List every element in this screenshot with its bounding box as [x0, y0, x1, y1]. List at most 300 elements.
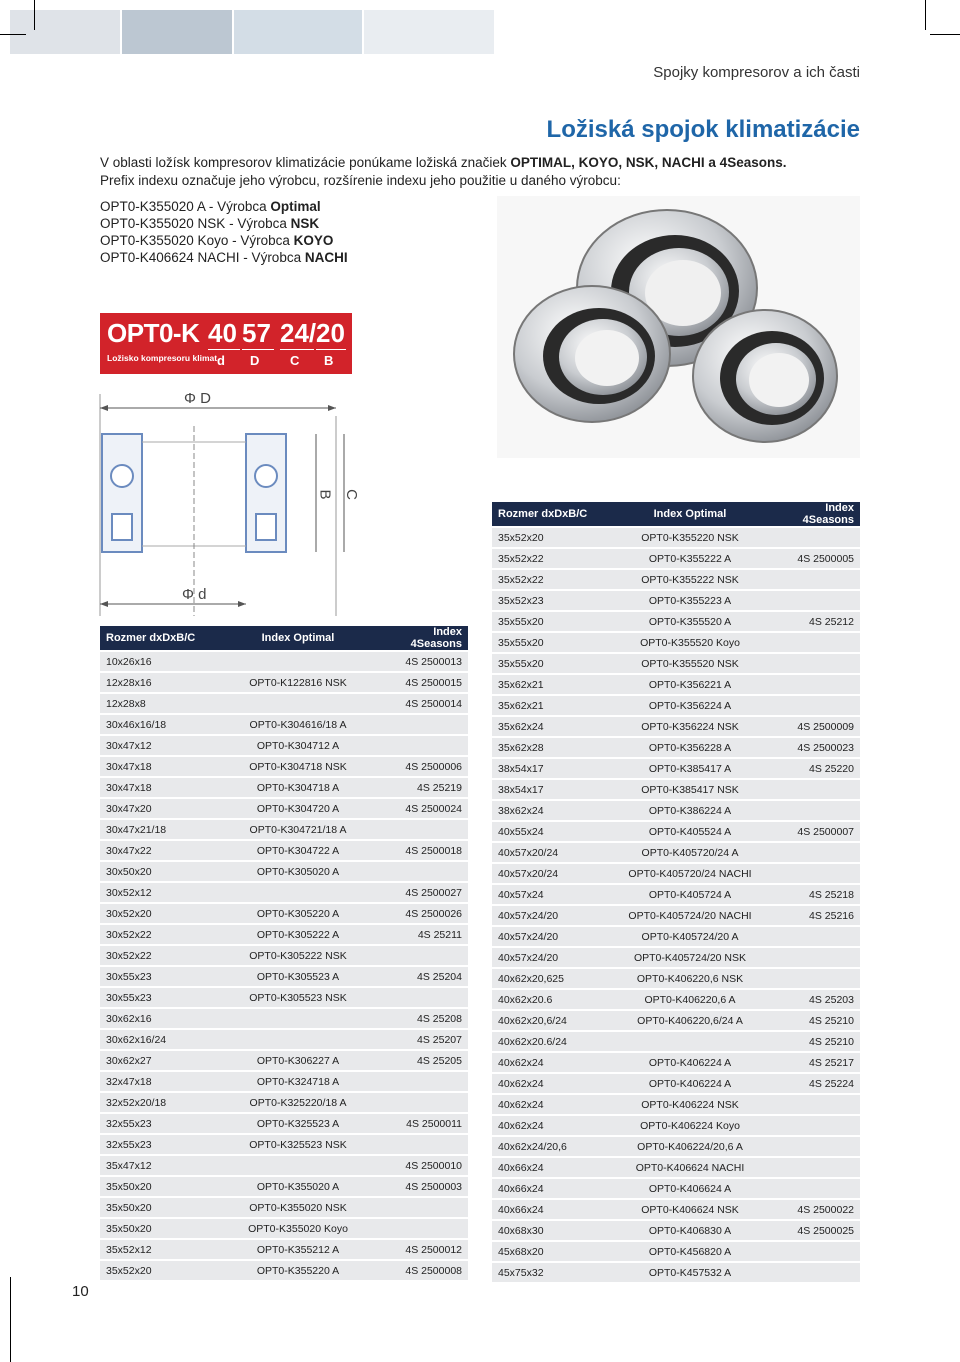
cell-index-4seasons [766, 1095, 860, 1114]
table-row [100, 652, 468, 671]
table-row [492, 1158, 860, 1177]
table-row [492, 1242, 860, 1261]
cell-index-4seasons: 4S 2500024 [374, 799, 468, 818]
table-row [492, 1200, 860, 1219]
cell-size: 40x55x24 [492, 822, 614, 841]
table-row [100, 1177, 468, 1196]
cell-index-4seasons [374, 715, 468, 734]
cell-index-optimal: OPT0-K355020 NSK [222, 1198, 374, 1217]
cell-index-optimal: OPT0-K356228 A [614, 738, 766, 757]
cell-index-optimal: OPT0-K355520 Koyo [614, 633, 766, 652]
table-row [100, 1009, 468, 1028]
crop-mark [0, 34, 26, 35]
cell-index-4seasons [766, 780, 860, 799]
cell-index-optimal: OPT0-K304722 A [222, 841, 374, 860]
cell-index-optimal: OPT0-K305523 A [222, 967, 374, 986]
cell-index-4seasons: 4S 2500013 [374, 652, 468, 671]
label-outer-diameter: Φ D [184, 390, 211, 407]
table-row [492, 528, 860, 547]
table-row [492, 570, 860, 589]
cell-size: 35x62x21 [492, 696, 614, 715]
cell-index-optimal: OPT0-K406224 A [614, 1053, 766, 1072]
cell-index-optimal: OPT0-K325523 NSK [222, 1135, 374, 1154]
cell-index-optimal [222, 883, 374, 902]
cell-size: 35x50x20 [100, 1177, 222, 1196]
cell-index-optimal: OPT0-K122816 NSK [222, 673, 374, 692]
cell-index-4seasons: 4S 25217 [766, 1053, 860, 1072]
table-row [100, 1261, 468, 1280]
table-row [492, 675, 860, 694]
table-row [492, 612, 860, 631]
cell-index-4seasons: 4S 2500014 [374, 694, 468, 713]
table-row [492, 822, 860, 841]
cell-size: 32x52x20/18 [100, 1093, 222, 1112]
cell-index-optimal: OPT0-K406224/20,6 A [614, 1137, 766, 1156]
bearing-medium [514, 286, 670, 422]
label-B-dim: B [316, 489, 334, 500]
cell-size: 30x47x20 [100, 799, 222, 818]
table-row [100, 694, 468, 713]
cell-index-optimal: OPT0-K355223 A [614, 591, 766, 610]
cell-index-4seasons: 4S 25216 [766, 906, 860, 925]
page-title: Ložiská spojok klimatizácie [546, 116, 860, 143]
cell-index-4seasons: 4S 2500025 [766, 1221, 860, 1240]
top-bar-4 [364, 10, 494, 54]
cell-size: 35x50x20 [100, 1198, 222, 1217]
label-D: D [250, 353, 260, 368]
code-prefix-sub: Ložisko kompresoru klimat. [107, 353, 220, 363]
prefix-item: OPT0-K355020 NSK - Výrobca NSK [100, 216, 320, 231]
right-bearing-table [492, 500, 860, 1284]
cell-size: 38x54x17 [492, 759, 614, 778]
left-bearing-table [100, 624, 468, 1282]
cell-size: 35x55x20 [492, 654, 614, 673]
cell-index-optimal: OPT0-K356221 A [614, 675, 766, 694]
cell-size: 40x62x20.6/24 [492, 1032, 614, 1051]
cell-index-4seasons: 4S 25224 [766, 1074, 860, 1093]
cell-index-4seasons: 4S 2500007 [766, 822, 860, 841]
cell-index-optimal: OPT0-K324718 A [222, 1072, 374, 1091]
cell-size: 30x50x20 [100, 862, 222, 881]
col-size: Rozmer dxDxB/C [492, 502, 614, 526]
cell-index-optimal [222, 1009, 374, 1028]
cell-index-4seasons [766, 1137, 860, 1156]
cell-index-4seasons: 4S 2500003 [374, 1177, 468, 1196]
label-d: d [217, 353, 225, 368]
cell-index-4seasons [766, 801, 860, 820]
table-row [492, 780, 860, 799]
table-row [492, 654, 860, 673]
cell-index-4seasons: 4S 25210 [766, 1032, 860, 1051]
table-row [492, 927, 860, 946]
cell-index-optimal: OPT0-K405724/20 NACHI [614, 906, 766, 925]
cell-index-optimal: OPT0-K405724 A [614, 885, 766, 904]
code-part-B: 20 [316, 318, 345, 348]
table-row [100, 967, 468, 986]
cell-index-4seasons: 4S 2500027 [374, 883, 468, 902]
table-row [100, 1051, 468, 1070]
table-row [100, 1135, 468, 1154]
table-row [100, 883, 468, 902]
table-row [100, 1240, 468, 1259]
cell-index-optimal: OPT0-K325523 A [222, 1114, 374, 1133]
intro-line1: V oblasti ložísk kompresorov klimatizácie ponúkame ložiská značiek [100, 155, 511, 170]
table-row [100, 946, 468, 965]
table-row [492, 1074, 860, 1093]
cell-size: 35x52x22 [492, 549, 614, 568]
cell-size: 40x57x24/20 [492, 906, 614, 925]
crop-mark [930, 34, 960, 35]
top-bar-2 [122, 10, 232, 54]
table-row [100, 862, 468, 881]
cell-index-optimal [222, 652, 374, 671]
cell-size: 30x52x22 [100, 925, 222, 944]
table-row [492, 1095, 860, 1114]
cell-index-4seasons: 4S 2500023 [766, 738, 860, 757]
cell-index-4seasons [766, 1116, 860, 1135]
cell-index-4seasons [374, 946, 468, 965]
cell-size: 40x57x24/20 [492, 948, 614, 967]
cell-index-optimal: OPT0-K305222 NSK [222, 946, 374, 965]
intro-brands: OPTIMAL, KOYO, NSK, NACHI a 4Seasons. [510, 155, 787, 170]
crop-mark [34, 0, 35, 30]
page-number: 10 [72, 1283, 89, 1300]
code-part-C: 24/ [280, 318, 317, 348]
table-row [492, 864, 860, 883]
cell-index-optimal: OPT0-K305020 A [222, 862, 374, 881]
cell-size: 40x62x24/20,6 [492, 1137, 614, 1156]
table-row [100, 757, 468, 776]
cell-index-4seasons: 4S 25220 [766, 759, 860, 778]
label-B: B [324, 353, 334, 368]
cell-index-4seasons: 4S 2500010 [374, 1156, 468, 1175]
cell-size: 40x62x24 [492, 1053, 614, 1072]
cell-index-4seasons: 4S 2500015 [374, 673, 468, 692]
col-index-optimal: Index Optimal [614, 502, 766, 526]
prefix-item: OPT0-K355020 A - Výrobca Optimal [100, 199, 321, 214]
right-table-body [492, 528, 860, 1282]
cell-size: 30x55x23 [100, 988, 222, 1007]
cell-index-4seasons: 4S 25219 [374, 778, 468, 797]
table-row [100, 1219, 468, 1238]
cell-index-optimal: OPT0-K355520 NSK [614, 654, 766, 673]
cell-index-4seasons: 4S 2500026 [374, 904, 468, 923]
cell-index-optimal: OPT0-K405724/20 NSK [614, 948, 766, 967]
prefix-item: OPT0-K406624 NACHI - Výrobca NACHI [100, 250, 348, 265]
cell-index-4seasons [374, 820, 468, 839]
table-row [100, 778, 468, 797]
cell-size: 12x28x8 [100, 694, 222, 713]
cell-index-optimal: OPT0-K385417 NSK [614, 780, 766, 799]
cell-index-optimal [222, 1030, 374, 1049]
cell-index-optimal: OPT0-K305220 A [222, 904, 374, 923]
cell-size: 30x62x16/24 [100, 1030, 222, 1049]
table-row [492, 1179, 860, 1198]
cell-index-4seasons: 4S 25208 [374, 1009, 468, 1028]
cell-index-4seasons: 4S 2500005 [766, 549, 860, 568]
cell-index-4seasons: 4S 25207 [374, 1030, 468, 1049]
cell-index-optimal: OPT0-K355020 A [222, 1177, 374, 1196]
cell-index-optimal [614, 1032, 766, 1051]
cell-index-optimal: OPT0-K406220,6 A [614, 990, 766, 1009]
cell-size: 30x62x16 [100, 1009, 222, 1028]
cell-index-optimal: OPT0-K456820 A [614, 1242, 766, 1261]
table-row [492, 1032, 860, 1051]
bearing-small [693, 310, 837, 442]
cell-size: 40x62x20,625 [492, 969, 614, 988]
crop-mark [10, 1277, 11, 1362]
table-row [100, 1114, 468, 1133]
cell-index-4seasons: 4S 2500008 [374, 1261, 468, 1280]
cell-size: 35x52x20 [492, 528, 614, 547]
cell-size: 40x66x24 [492, 1179, 614, 1198]
cell-index-4seasons [374, 1093, 468, 1112]
table-header [100, 626, 468, 650]
table-row [492, 843, 860, 862]
right-table-wrap [492, 500, 860, 1284]
cell-index-4seasons [766, 927, 860, 946]
index-code-box [100, 313, 352, 374]
cell-index-optimal: OPT0-K356224 NSK [614, 717, 766, 736]
col-index-optimal: Index Optimal [222, 626, 374, 650]
label-inner-diameter: Φ d [182, 586, 207, 603]
table-row [492, 549, 860, 568]
top-bar-3 [234, 10, 362, 54]
cell-index-optimal [222, 1156, 374, 1175]
bearing-diagram [96, 386, 366, 626]
col-size: Rozmer dxDxB/C [100, 626, 222, 650]
crop-mark [925, 0, 926, 30]
table-row [492, 969, 860, 988]
table-row [100, 715, 468, 734]
cell-size: 35x55x20 [492, 612, 614, 631]
table-row [100, 1072, 468, 1091]
table-row [492, 1011, 860, 1030]
cell-index-4seasons [766, 1242, 860, 1261]
cell-index-optimal: OPT0-K355222 NSK [614, 570, 766, 589]
code-part-D: 57 [242, 318, 271, 348]
cell-index-optimal: OPT0-K304718 NSK [222, 757, 374, 776]
cell-size: 35x50x20 [100, 1219, 222, 1238]
table-row [100, 904, 468, 923]
cell-index-4seasons [766, 948, 860, 967]
cell-index-optimal: OPT0-K406224 NSK [614, 1095, 766, 1114]
cell-index-optimal: OPT0-K405724/20 A [614, 927, 766, 946]
cell-index-optimal: OPT0-K305523 NSK [222, 988, 374, 1007]
cell-size: 40x66x24 [492, 1158, 614, 1177]
cell-index-optimal: OPT0-K355222 A [614, 549, 766, 568]
cell-size: 30x52x12 [100, 883, 222, 902]
cell-size: 35x62x28 [492, 738, 614, 757]
table-row [492, 696, 860, 715]
cell-index-optimal: OPT0-K355020 Koyo [222, 1219, 374, 1238]
cell-index-4seasons [766, 528, 860, 547]
cell-size: 40x57x20/24 [492, 864, 614, 883]
cell-size: 40x62x20.6 [492, 990, 614, 1009]
table-row [492, 1263, 860, 1282]
cell-index-4seasons [374, 1072, 468, 1091]
cell-index-4seasons [766, 675, 860, 694]
table-row [100, 925, 468, 944]
prefix-list [100, 198, 348, 266]
cell-index-4seasons: 4S 2500022 [766, 1200, 860, 1219]
cell-index-4seasons [766, 864, 860, 883]
cell-size: 35x52x20 [100, 1261, 222, 1280]
cell-size: 35x52x12 [100, 1240, 222, 1259]
cell-size: 30x52x22 [100, 946, 222, 965]
table-row [492, 906, 860, 925]
cell-index-optimal: OPT0-K405524 A [614, 822, 766, 841]
cell-index-optimal: OPT0-K406224 Koyo [614, 1116, 766, 1135]
table-row [492, 990, 860, 1009]
label-C-dim: C [342, 489, 360, 500]
cell-size: 12x28x16 [100, 673, 222, 692]
cell-index-optimal: OPT0-K305222 A [222, 925, 374, 944]
table-row [100, 841, 468, 860]
cell-index-optimal: OPT0-K386224 A [614, 801, 766, 820]
table-row [492, 1116, 860, 1135]
cell-index-4seasons [766, 654, 860, 673]
cell-index-optimal: OPT0-K406830 A [614, 1221, 766, 1240]
cell-index-4seasons: 4S 2500009 [766, 717, 860, 736]
table-row [492, 591, 860, 610]
table-row [100, 1198, 468, 1217]
cell-index-4seasons [766, 696, 860, 715]
cell-size: 35x52x23 [492, 591, 614, 610]
cell-index-4seasons [766, 633, 860, 652]
table-header [492, 502, 860, 526]
cell-index-optimal: OPT0-K304718 A [222, 778, 374, 797]
cell-index-4seasons [766, 1263, 860, 1282]
cell-index-optimal: OPT0-K355212 A [222, 1240, 374, 1259]
cell-index-4seasons [374, 736, 468, 755]
cell-size: 40x62x24 [492, 1116, 614, 1135]
cell-size: 35x47x12 [100, 1156, 222, 1175]
cell-size: 30x55x23 [100, 967, 222, 986]
cell-size: 40x57x24 [492, 885, 614, 904]
cell-index-4seasons: 4S 25205 [374, 1051, 468, 1070]
cell-size: 40x62x24 [492, 1074, 614, 1093]
cell-index-optimal: OPT0-K355220 NSK [614, 528, 766, 547]
table-row [492, 633, 860, 652]
cell-size: 40x57x24/20 [492, 927, 614, 946]
cell-size: 32x55x23 [100, 1135, 222, 1154]
cell-index-optimal: OPT0-K405720/24 A [614, 843, 766, 862]
bearings-photo [497, 196, 860, 458]
cell-size: 30x47x18 [100, 757, 222, 776]
label-C: C [290, 353, 300, 368]
table-row [492, 738, 860, 757]
table-row [492, 885, 860, 904]
cell-index-optimal: OPT0-K304720 A [222, 799, 374, 818]
cell-size: 40x57x20/24 [492, 843, 614, 862]
cell-index-optimal: OPT0-K304712 A [222, 736, 374, 755]
col-index-4seasons: Index 4Seasons [374, 626, 468, 650]
cell-size: 40x68x30 [492, 1221, 614, 1240]
table-row [492, 1221, 860, 1240]
cell-index-optimal: OPT0-K385417 A [614, 759, 766, 778]
cell-size: 38x62x24 [492, 801, 614, 820]
table-row [100, 820, 468, 839]
table-row [492, 1053, 860, 1072]
cell-size: 30x47x21/18 [100, 820, 222, 839]
cell-size: 30x46x16/18 [100, 715, 222, 734]
cell-index-4seasons [374, 862, 468, 881]
intro-text [100, 154, 860, 190]
cell-index-4seasons [766, 1179, 860, 1198]
cell-size: 35x62x21 [492, 675, 614, 694]
table-row [100, 1156, 468, 1175]
cell-index-4seasons [766, 843, 860, 862]
cell-size: 30x52x20 [100, 904, 222, 923]
cell-size: 35x52x22 [492, 570, 614, 589]
cell-index-4seasons [766, 591, 860, 610]
cell-index-4seasons: 4S 25212 [766, 612, 860, 631]
intro-line2: Prefix indexu označuje jeho výrobcu, rozšírenie indexu jeho použitie u daného výrobcu: [100, 173, 621, 188]
cell-index-optimal: OPT0-K406624 NACHI [614, 1158, 766, 1177]
table-row [100, 988, 468, 1007]
table-row [100, 673, 468, 692]
cell-index-optimal: OPT0-K406224 A [614, 1074, 766, 1093]
cell-index-4seasons: 4S 25218 [766, 885, 860, 904]
col-index-4seasons: Index 4Seasons [766, 502, 860, 526]
cell-size: 45x68x20 [492, 1242, 614, 1261]
cell-index-4seasons [374, 1219, 468, 1238]
cell-index-optimal: OPT0-K405720/24 NACHI [614, 864, 766, 883]
table-row [100, 1093, 468, 1112]
cell-index-optimal: OPT0-K356224 A [614, 696, 766, 715]
table-row [492, 759, 860, 778]
left-table-wrap [100, 624, 468, 1282]
section-title: Spojky kompresorov a ich časti [653, 64, 860, 81]
code-part-d: 40 [208, 318, 237, 348]
cell-size: 40x62x20,6/24 [492, 1011, 614, 1030]
cell-index-optimal: OPT0-K457532 A [614, 1263, 766, 1282]
cell-index-4seasons: 4S 25204 [374, 967, 468, 986]
cell-size: 40x62x24 [492, 1095, 614, 1114]
cell-index-optimal: OPT0-K306227 A [222, 1051, 374, 1070]
cell-index-4seasons: 4S 2500011 [374, 1114, 468, 1133]
cell-index-4seasons: 4S 2500012 [374, 1240, 468, 1259]
cell-index-4seasons: 4S 2500018 [374, 841, 468, 860]
cell-size: 30x47x22 [100, 841, 222, 860]
cell-index-4seasons [374, 1198, 468, 1217]
prefix-item: OPT0-K355020 Koyo - Výrobca KOYO [100, 233, 334, 248]
cell-index-4seasons [374, 1135, 468, 1154]
cell-size: 32x47x18 [100, 1072, 222, 1091]
table-row [100, 736, 468, 755]
cell-size: 30x62x27 [100, 1051, 222, 1070]
cell-index-optimal [222, 694, 374, 713]
table-row [492, 948, 860, 967]
cell-index-optimal: OPT0-K406220,6 NSK [614, 969, 766, 988]
left-table-body [100, 652, 468, 1280]
table-row [492, 801, 860, 820]
table-row [492, 1137, 860, 1156]
cell-size: 10x26x16 [100, 652, 222, 671]
cell-size: 38x54x17 [492, 780, 614, 799]
cell-index-optimal: OPT0-K325220/18 A [222, 1093, 374, 1112]
cell-size: 30x47x12 [100, 736, 222, 755]
table-row [100, 799, 468, 818]
cell-index-4seasons: 4S 2500006 [374, 757, 468, 776]
cell-index-optimal: OPT0-K406624 A [614, 1179, 766, 1198]
cell-size: 32x55x23 [100, 1114, 222, 1133]
cell-size: 35x55x20 [492, 633, 614, 652]
cell-size: 45x75x32 [492, 1263, 614, 1282]
cell-index-optimal: OPT0-K355520 A [614, 612, 766, 631]
cell-index-4seasons [766, 1158, 860, 1177]
